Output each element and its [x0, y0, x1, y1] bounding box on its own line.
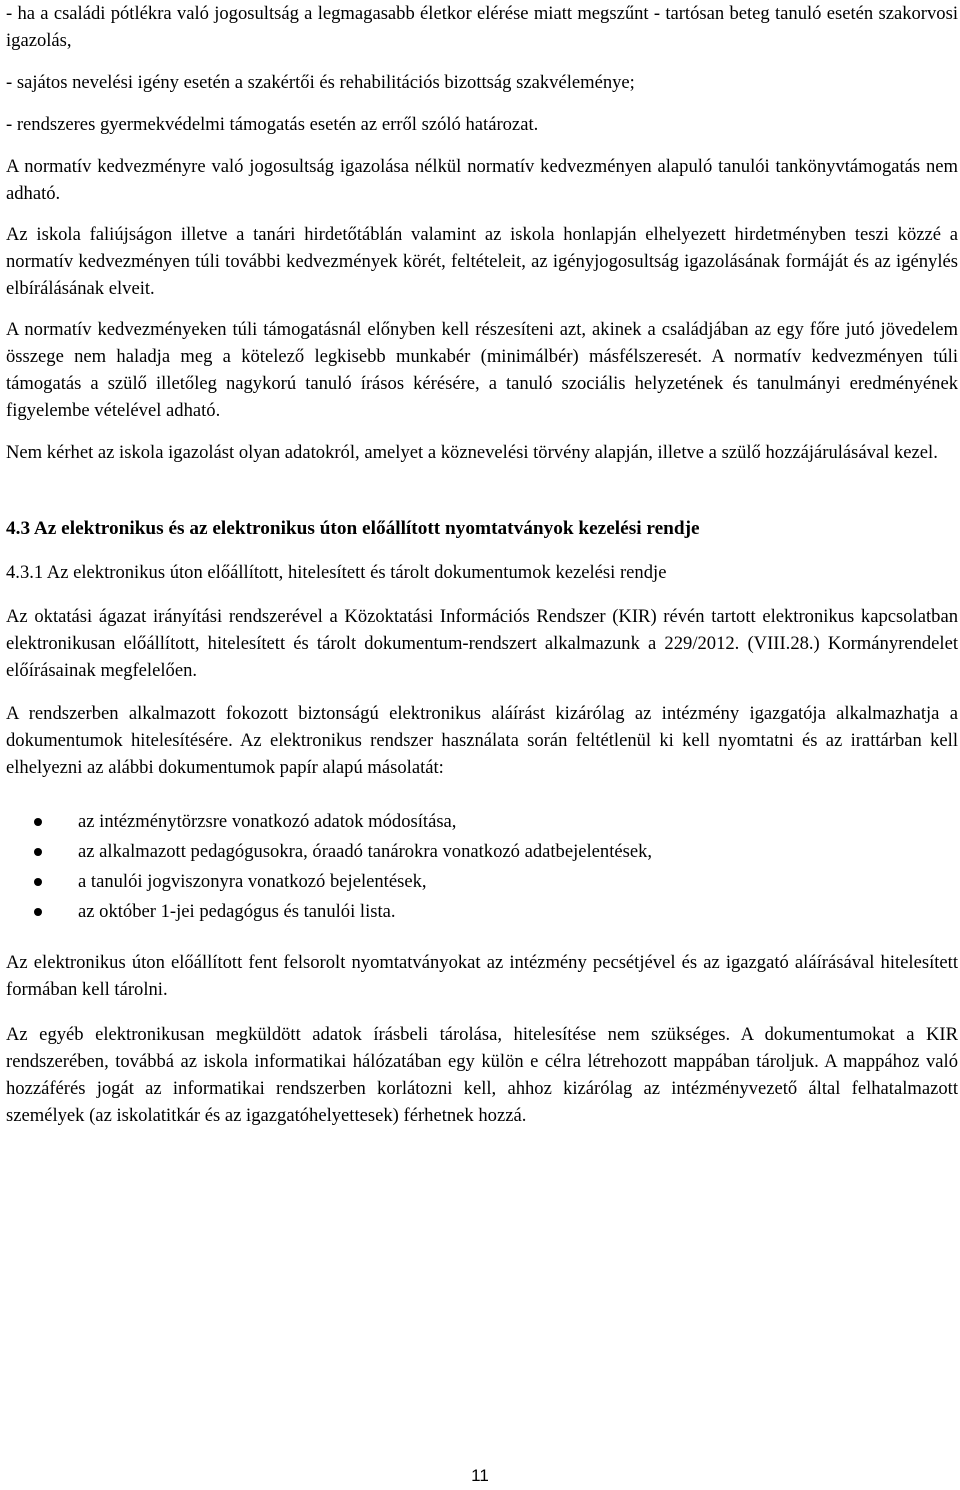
list-item [6, 897, 958, 927]
section-heading: 4.3 Az elektronikus és az elektronikus úton előállított nyomtatványok kezelési rendje [6, 518, 700, 539]
paragraph-no-certificate: Nem kérhet az iskola igazolást olyan adatokról, amelyet a köznevelési törvény alapján, illetve a szülő hozzájárulásával kezel. [6, 442, 938, 463]
list-item-text: az október 1-jei pedagógus és tanulói lista. [78, 901, 396, 922]
bullet-icon [34, 848, 42, 856]
list-item [6, 837, 958, 867]
paragraph-storage-access: Az egyéb elektronikusan megküldött adatok írásbeli tárolása, hitelesítése nem szükséges. A dokumentumokat a KIR rendszerében, továbbá az iskola informatikai hálózatában egy külön e célra létrehozott mappában tároljuk. A mappához való hozzáférés jogát az informatikai rendszerben korlátozni kell, ahhoz kizárólag az intézményvezető által felhatalmazott személyek (az iskolatitkár és az igazgatóhelyettesek) férhetnek hozzá. [6, 1024, 958, 1126]
document-bullet-list [6, 807, 958, 927]
intro-line-pension: - ha a családi pótlékra való jogosultság a legmagasabb életkor elérése miatt megszűnt - tartósan beteg tanuló esetén szakorvosi igazolás, [6, 3, 958, 51]
paragraph-noticeboard: Az iskola faliújságon illetve a tanári hirdetőtáblán valamint az iskola honlapján elhelyezett hirdetményben teszi közzé a normatív kedvezményen túli további kedvezmények körét, feltételeit, az igényjogosultság igazolásának formáját és az igénylés elbírálásának elveit. [6, 224, 958, 299]
paragraph-stamp-signature: Az elektronikus úton előállított fent felsorolt nyomtatványokat az intézmény pecsétjével és az igazgató aláírásával hitelesített formában kell tárolni. [6, 952, 958, 1000]
document-page [6, 0, 958, 1129]
bullet-icon [34, 878, 42, 886]
list-item [6, 807, 958, 837]
bullet-icon [34, 818, 42, 826]
section-subheading: 4.3.1 Az elektronikus úton előállított, hitelesített és tárolt dokumentumok kezelési rendje [6, 562, 667, 583]
list-item [6, 867, 958, 897]
list-item-text: az intézménytörzsre vonatkozó adatok módosítása, [78, 811, 457, 832]
paragraph-normative-requirement: A normatív kedvezményre való jogosultság igazolása nélkül normatív kedvezményen alapuló tanulói tankönyvtámogatás nem adható. [6, 156, 958, 204]
paragraph-priority-support: A normatív kedvezményeken túli támogatásnál előnyben kell részesíteni azt, akinek a családjában az egy főre jutó jövedelem összege nem haladja meg a kötelező legkisebb munkabér (minimálbér) másfélszeresét. A normatív kedvezményen túli támogatás a szülő illetőleg nagykorú tanuló írásos kérésére, a tanuló szociális helyzetének és tanulmányi eredményének figyelembe vételével adható. [6, 319, 958, 421]
intro-line-special-needs: - sajátos nevelési igény esetén a szakértői és rehabilitációs bizottság szakvéleménye; [6, 72, 635, 93]
list-item-text: a tanulói jogviszonyra vonatkozó bejelentések, [78, 871, 427, 892]
intro-line-child-protection: - rendszeres gyermekvédelmi támogatás esetén az erről szóló határozat. [6, 114, 539, 135]
list-item-text: az alkalmazott pedagógusokra, óraadó tanárokra vonatkozó adatbejelentések, [78, 841, 653, 862]
page-number: 11 [471, 1466, 489, 1485]
bullet-icon [34, 908, 42, 916]
paragraph-electronic-signature: A rendszerben alkalmazott fokozott biztonságú elektronikus aláírást kizárólag az intézmény igazgatója alkalmazhatja a dokumentumok hitelesítésére. Az elektronikus rendszer használata során feltétlenül ki kell nyomtatni és az irattárban kell elhelyezni az alábbi dokumentumok papír alapú másolatát: [6, 703, 958, 778]
paragraph-kir-system: Az oktatási ágazat irányítási rendszerével a Közoktatási Információs Rendszer (KIR) révén tartott elektronikus kapcsolatban elektronikusan előállított, hitelesített és tárolt dokumentum-rendszert alkalmazunk a 229/2012. (VIII.28.) Kormányrendelet előírásainak megfelelően. [6, 606, 958, 681]
